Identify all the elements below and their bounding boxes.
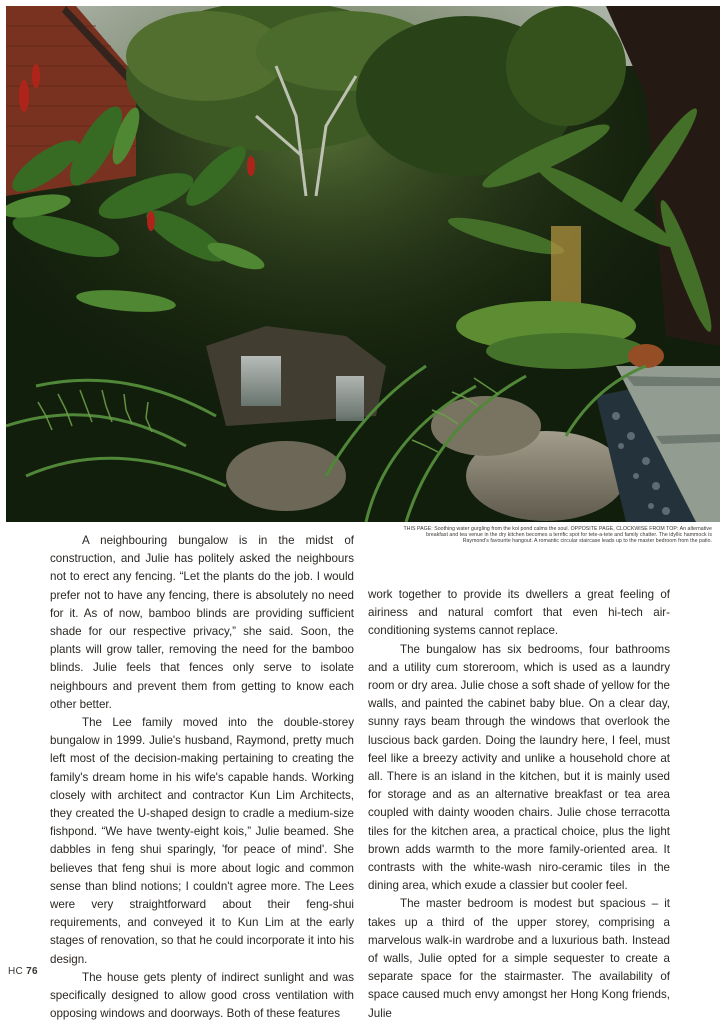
paragraph: The Lee family moved into the double-storey bungalow in 1999. Julie's husband, Raymond, pretty much left most of the decision-making pertaining to creating the family's dream home in his wife's capable hands. Working closely with architect and contractor Kun Lim Architects, they created the U-shaped design to cradle a medium-size fishpond. “We have twenty-eight kois,” Julie beamed. She dabbles in feng shui sparingly, 'for peace of mind'. She believes that feng shui is more about logic and common sense than blind notions; I couldn't agree more. The Lees were very straightforward about their feng-shui requirements, and conveyed it to Kun Lim at the early stages of renovation, so that he could incorporate it into his design. [50, 716, 354, 966]
paragraph: A neighbouring bungalow is in the midst of construction, and Julie has politely asked the neighbours not to erect any fencing. “Let the plants do the job. I would prefer not to have any fencing, there is absolutely no need for it. As of now, bamboo blinds are providing sufficient shade for our respective privacy,” she said. Soon, the plants will grow taller, removing the need for the bamboo blinds. Julie feels that fences only serve to isolate neighbours and prevent them from getting to know each other better. [50, 534, 354, 711]
paragraph: work together to provide its dwellers a great feeling of airiness and natural comfort that even hi-tech air-conditioning systems cannot replace. [368, 588, 670, 638]
photo-caption: THIS PAGE: Soothing water gurgling from the koi pond calms the soul. OPPOSITE PAGE, CLOCKWISE FROM TOP: An alternative breakfast and tea venue in the dry kitchen becomes a terrific spot for tete-a-tete and family chatter. The idyllic hammock is Raymond's favourite hangout. A romantic circular staircase leads up to the master bedroom from the patio. [403, 526, 712, 545]
paragraph: The house gets plenty of indirect sunlight and was specifically designed to allow good cross ventilation with opposing windows and doorways. Both of these features [50, 970, 354, 1021]
article-column-right [368, 586, 670, 1023]
page-folio [8, 966, 38, 977]
garden-photo [6, 6, 720, 522]
paragraph: The bungalow has six bedrooms, four bathrooms and a utility cum storeroom, which is used as a laundry room or dry area. Julie chose a soft shade of yellow for the walls, and painted the cabinet baby blue. On a clear day, sunny rays beam through the windows that overlook the luscious back garden. Doing the laundry here, I feel, must feel like a breezy activity and unlike a household chore at all. There is an island in the kitchen, but it is mainly used for storage and as an alternative breakfast or tea area coupled with dainty wooden chairs. Julie chose terracotta tiles for the kitchen area, a practical choice, plus the light brown adds warmth to the more family-oriented area. It contrasts with the white-wash niro-ceramic tiles in the dining area, which exude a classier but cooler feel. [368, 642, 670, 893]
paragraph: The master bedroom is modest but spacious – it takes up a third of the upper storey, comprising a marvelous walk-in wardrobe and a luxurious bath. Instead of walls, Julie opted for a simple sequester to create a separate space for the stairmaster. The availability of space caused much envy amongst her Hong Kong friends, Julie [368, 897, 670, 1020]
magazine-initials: HC [8, 966, 24, 977]
article-column-left [50, 532, 354, 1023]
page-number: 76 [26, 966, 38, 977]
